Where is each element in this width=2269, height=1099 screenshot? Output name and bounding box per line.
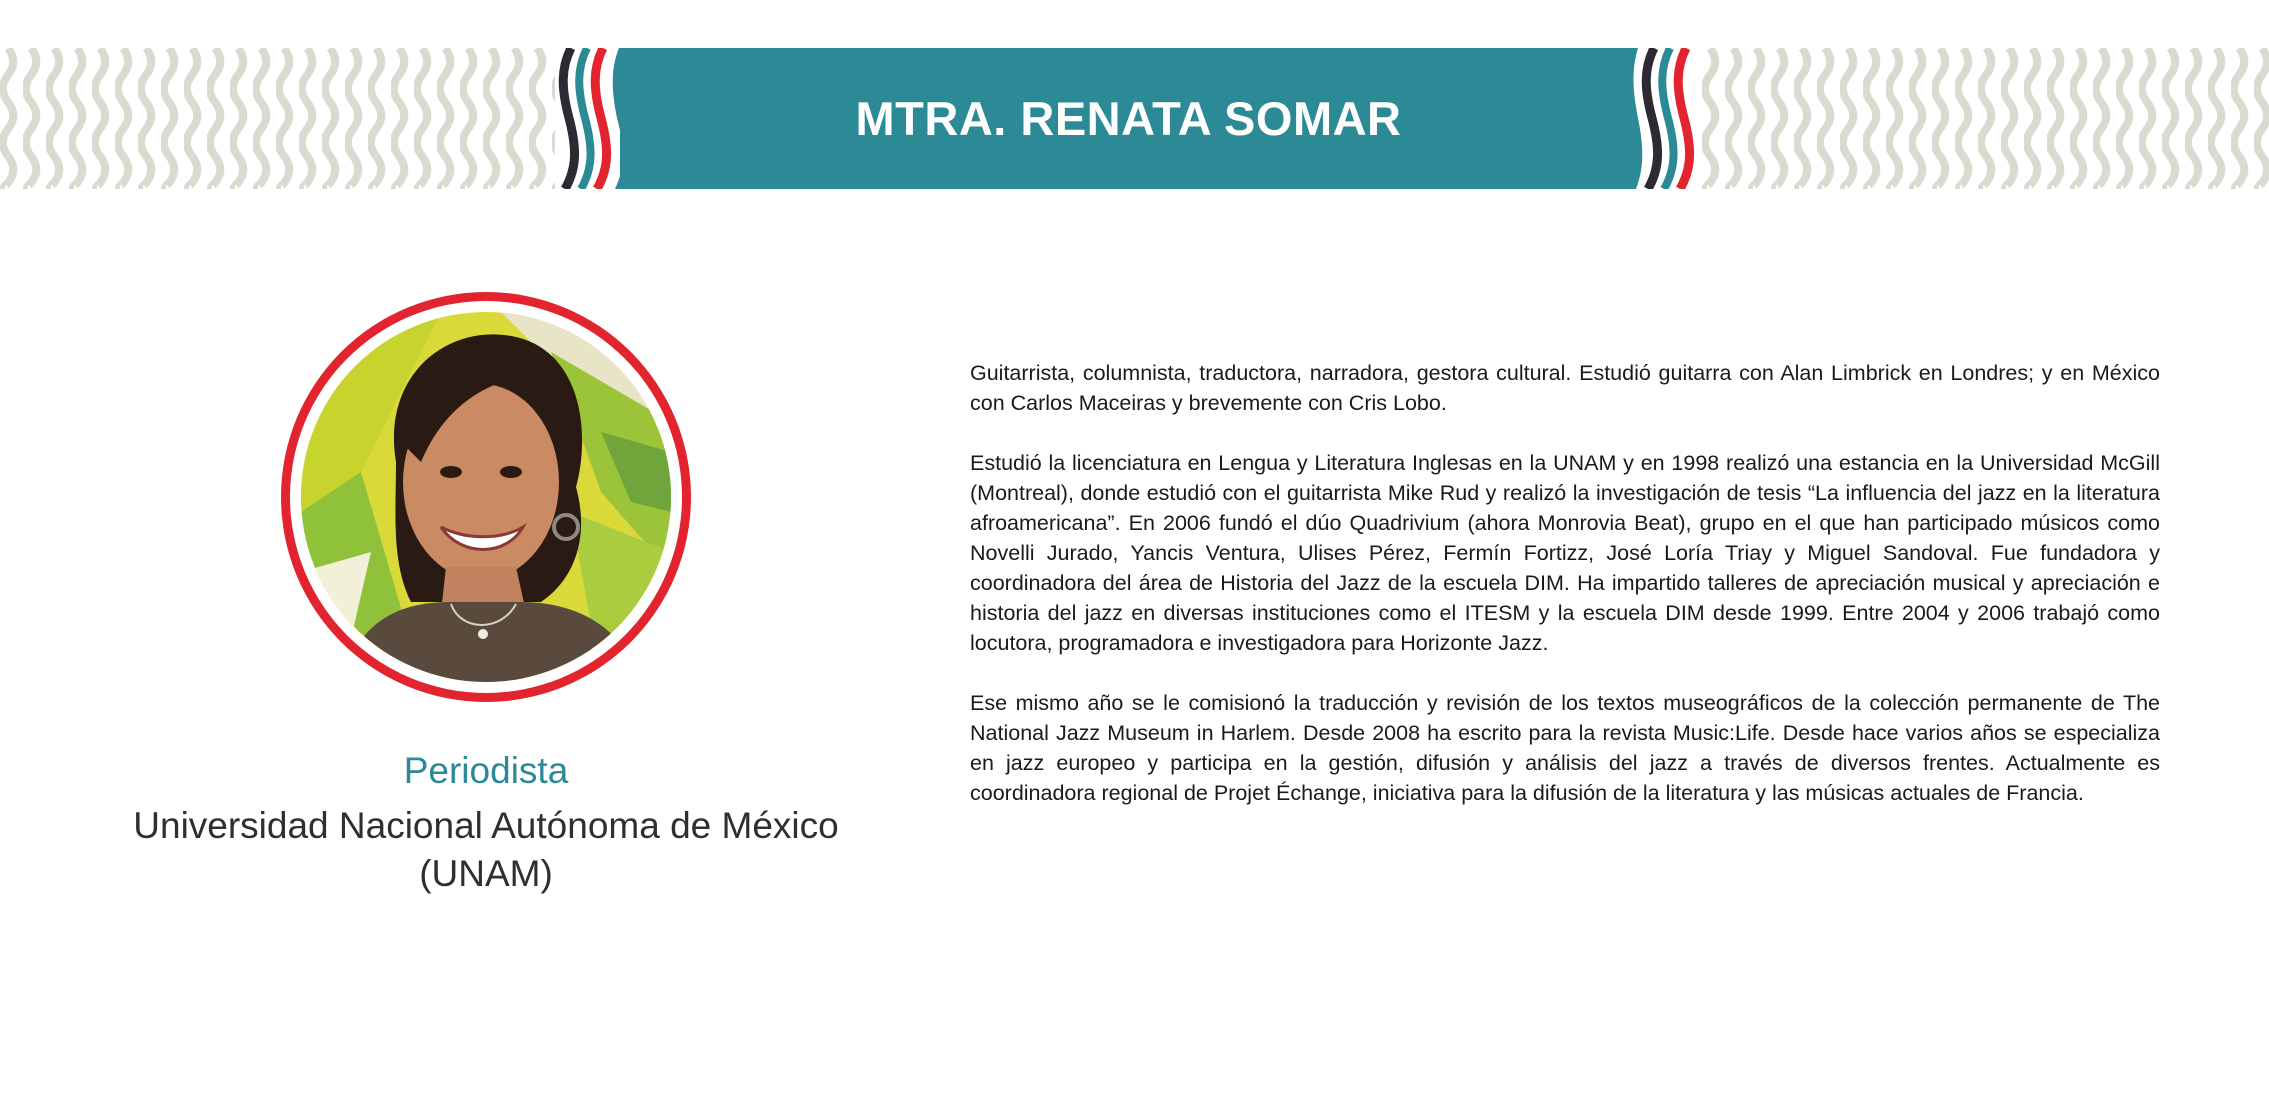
bio-paragraph: Guitarrista, columnista, traductora, narradora, gestora cultural. Estudió guitarra con Alan Limbrick en Londres; y en México con Carlos Maceiras y brevemente con Cris Lobo. — [970, 361, 2160, 415]
header-banner — [0, 48, 2269, 189]
bio-paragraph: Estudió la licenciatura en Lengua y Literatura Inglesas en la UNAM y en 1998 realizó una estancia en la Universidad McGill (Montreal), donde estudió con el guitarrista Mike Rud y realizó la investigación de tesis “La influencia del jazz en la literatura afroamericana”. En 2006 fundó el dúo Quadrivium (ahora Monrovia Beat), grupo en el que han participado músicos como Novelli Jurado, Yancis Ventura, Ulises Pérez, Fermín Fortizz, José Loría Triay y Miguel Sandoval. Fue fundadora y coordinadora del área de Historia del Jazz de la escuela DIM. Ha impartido talleres de apreciación musical y apreciación e historia del jazz en diversas instituciones como el ITESM y la escuela DIM desde 1999. Entre 2004 y 2006 trabajó como locutora, programadora e investigadora para Horizonte Jazz. — [970, 451, 2160, 655]
institution-name: Universidad Nacional Autónoma de México — [133, 805, 839, 846]
decorative-stripes-left — [555, 48, 625, 189]
decorative-stripes-right — [1632, 48, 1702, 189]
role-label: Periodista — [403, 750, 569, 791]
portrait-image — [301, 312, 671, 682]
avatar-frame — [281, 292, 691, 702]
biography — [970, 358, 2160, 838]
institution-label — [86, 802, 886, 898]
bio-paragraph: Ese mismo año se le comisionó la traducción y revisión de los textos museográficos de la colección permanente de The National Jazz Museum in Harlem. Desde 2008 ha escrito para la revista Music:Life. Desde hace varios años se especializa en jazz europeo y participa en la gestión, difusión y análisis del jazz a través de diversos frentes. Actualmente es coordinadora regional de Projet Échange, iniciativa para la difusión de la literatura y las músicas actuales de Francia. — [970, 691, 2160, 805]
portrait-photo — [301, 312, 671, 682]
institution-acronym: (UNAM) — [419, 853, 553, 894]
page-title: MTRA. RENATA SOMAR — [855, 92, 1402, 145]
title-box — [620, 48, 1637, 189]
